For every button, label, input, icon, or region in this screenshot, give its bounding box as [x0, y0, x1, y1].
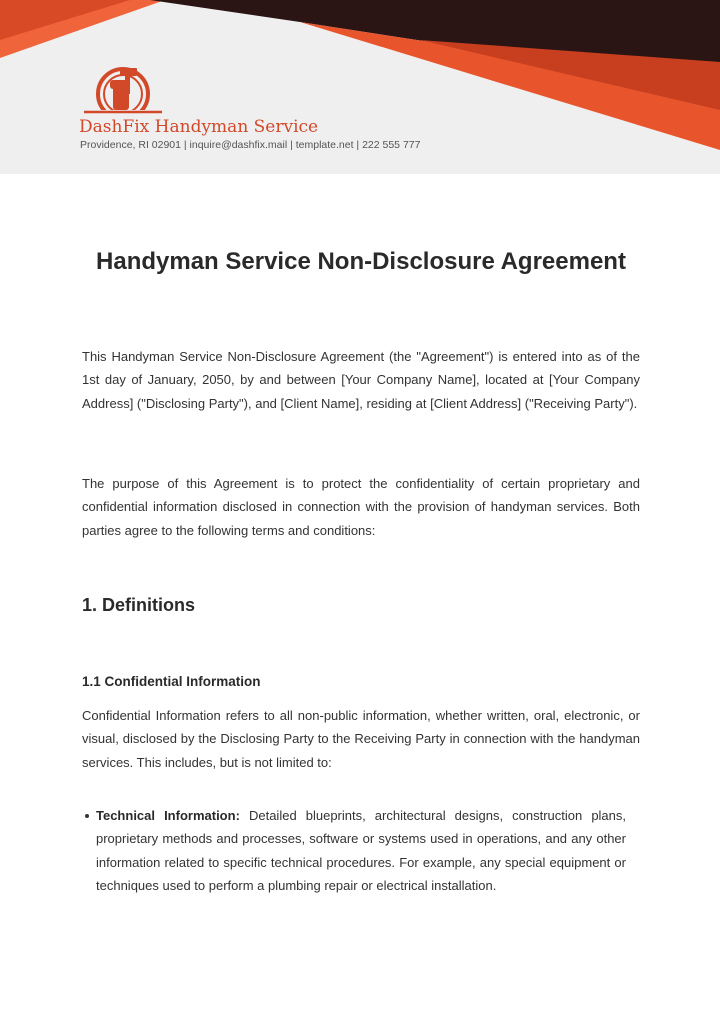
- company-name: DashFix Handyman Service: [79, 117, 319, 137]
- section-heading-definitions: 1. Definitions: [82, 595, 196, 615]
- list-item: [82, 804, 626, 898]
- confidential-information-paragraph: Confidential Information refers to all non-public information, whether written, oral, electronic, or visual, disclosed by the Disclosing Party to the Receiving Party in connection with the handyman services. This includes, but is not limited to:: [82, 708, 640, 770]
- bullet-term: Technical Information:: [96, 808, 240, 823]
- bullet-text: Detailed blueprints, architectural designs, construction plans, proprietary methods and processes, software or systems used in operations, and any other information related to specific technical procedures. For example, any special equipment or techniques used to perform a plumbing repair or electrical installation.: [96, 808, 627, 894]
- intro-paragraph: This Handyman Service Non-Disclosure Agreement (the "Agreement") is entered into as of the 1st day of January, 2050, by and between [Your Company Name], located at [Your Company Address] ("Disclosing Party"), and [Client Name], residing at [Client Address] ("Receiving Party").: [82, 349, 640, 411]
- document-title: Handyman Service Non-Disclosure Agreement: [96, 248, 626, 275]
- letterhead: [0, 0, 720, 174]
- company-logo: [80, 64, 166, 118]
- purpose-paragraph: The purpose of this Agreement is to protect the confidentiality of certain proprietary and confidential information disclosed in connection with the provision of handyman services. Both parties agree to the following terms and conditions:: [82, 476, 640, 538]
- bullet-icon: [85, 814, 89, 818]
- subsection-heading-confidential-information: 1.1 Confidential Information: [82, 674, 261, 689]
- company-contact-line: Providence, RI 02901 | inquire@dashfix.mail | template.net | 222 555 777: [80, 139, 421, 151]
- confidential-information-list: [82, 804, 640, 898]
- handyman-fist-hammer-icon: [80, 64, 166, 118]
